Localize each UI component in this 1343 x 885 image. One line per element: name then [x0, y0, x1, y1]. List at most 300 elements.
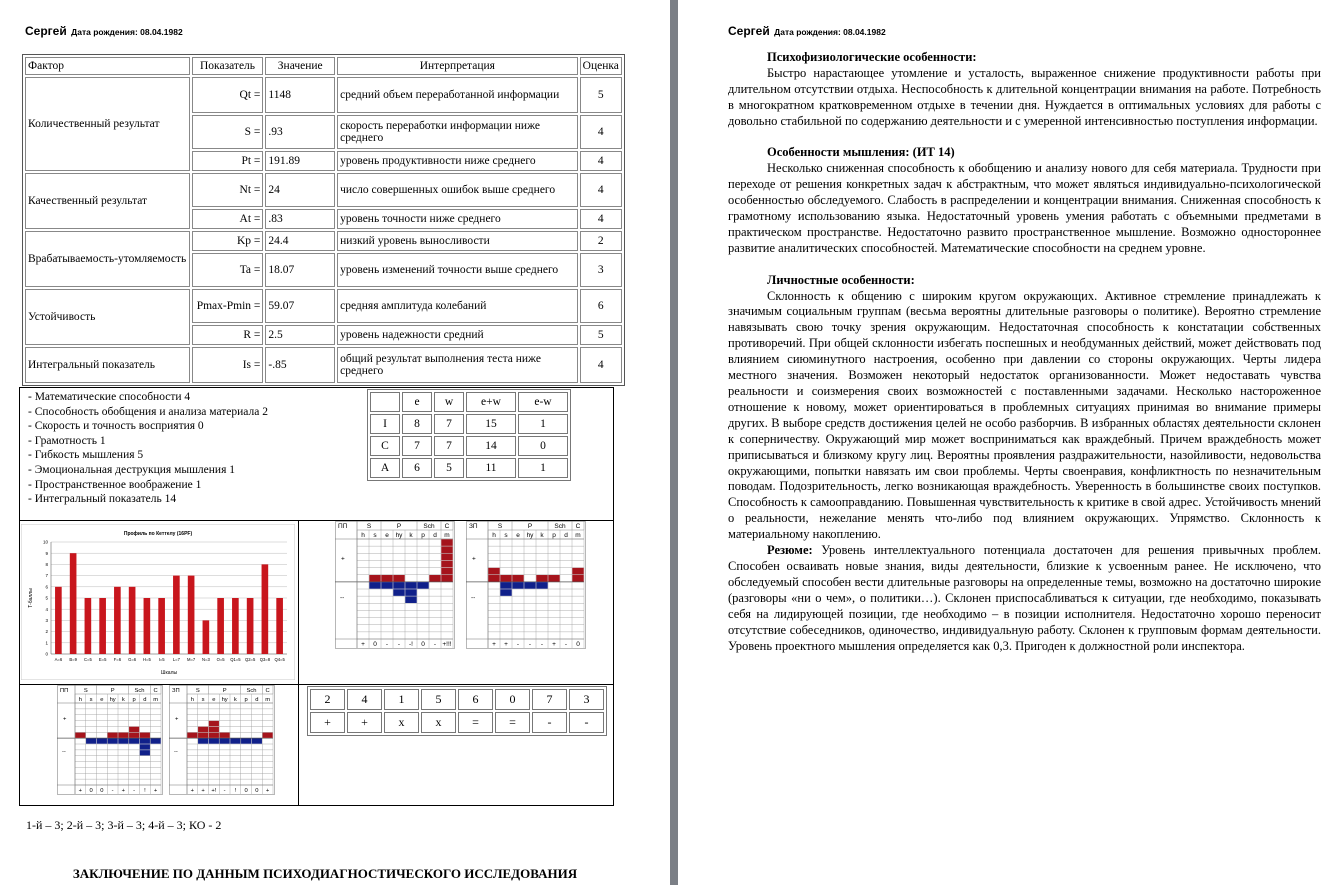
group-header: P	[396, 523, 402, 530]
report-text	[728, 50, 1321, 654]
signs-cell: 6	[458, 689, 493, 710]
signs-row	[310, 689, 604, 710]
value-cell: .93	[265, 115, 335, 149]
table-header-row	[25, 57, 622, 75]
value-cell: 18.07	[265, 253, 335, 287]
positive-cell	[441, 575, 452, 582]
interpretation-cell: уровень надежности средний	[337, 325, 577, 345]
grid-label: ПП	[60, 688, 69, 694]
ew-cell: I	[370, 414, 400, 434]
bar	[129, 587, 136, 654]
ew-cell: 8	[402, 414, 432, 434]
signs-cell: x	[421, 712, 456, 733]
col-header: d	[433, 532, 437, 539]
negative-cell	[393, 582, 404, 589]
ew-cell: 14	[466, 436, 516, 456]
score-cell: 4	[580, 115, 622, 149]
signs-cell: 3	[569, 689, 604, 710]
indicator-cell: Nt =	[192, 173, 264, 207]
x-tick-label: A=6	[54, 657, 63, 662]
page-header	[728, 22, 886, 40]
group-header: Sch	[423, 523, 435, 530]
bottom-mark: -	[528, 641, 532, 648]
score-cell: 3	[580, 253, 622, 287]
group-header: S	[83, 688, 88, 694]
bottom-mark: +	[78, 788, 83, 794]
bottom-mark: !	[234, 788, 237, 794]
negative-cell	[500, 589, 511, 596]
bottom-mark: +!	[211, 788, 217, 794]
left-page	[0, 0, 670, 885]
col-header: m	[153, 697, 159, 703]
col-header: e	[212, 697, 216, 703]
y-tick-label: 8	[45, 562, 48, 567]
x-tick-label: C=5	[83, 657, 92, 662]
interpretation-cell: средняя амплитуда колебаний	[337, 289, 577, 323]
x-tick-label: Q3=8	[259, 657, 271, 662]
positive-cell	[209, 727, 219, 732]
col-header: p	[132, 697, 136, 703]
y-tick-label: 3	[45, 618, 48, 623]
y-tick-label: 9	[45, 550, 48, 556]
plus-sign: +	[175, 716, 179, 723]
ew-cell: A	[370, 458, 400, 478]
negative-cell	[381, 582, 392, 589]
ability-item: - Пространственное воображение 1	[28, 478, 202, 491]
value-cell: 59.07	[265, 289, 335, 323]
x-axis-label: Шкалы	[160, 670, 178, 676]
bottom-mark: +	[153, 788, 158, 794]
y-axis-label: T-баллы	[28, 588, 34, 608]
col-header: d	[143, 697, 147, 703]
section-text: Склонность к общению с широким кругом окружающих. Активное стремление принадлежать к значимым социальным группам (весьма вероятны длительные разговоры о политике). Вероятно стремление навязывать свою точку зрения окружающим. Недостаточная способность к констатации собственных противоречий. При общей склонности избегать поспешных и необдуманных действий, может действовать под влиянием сиюминутного настроения, особенно при давлении со стороны окружающих. Черты лидера местного значения. Возможен некоторый недостаток организованности. Может недоставать чувства реальности и соизмерения своих возможностей с поставленными задачами. Несколько настороженное отношение к новому, может ориентироваться в проблемных ситуациях принимая во внимание примеры других. В выборе средств достижения целей не особо разборчив. В избранных областях деятельности склонен к соперничеству. Окружающий мир может восприниматься как враждебный. Причем враждебность может приписываться и близкому кругу лиц. Вероятны проявления раздражительности, назойливости, недовольства окружающими, попытки навязать им свои проблемы. Черты своенравия, конфликтность по незначительным поводам. Подозрительность, легко возникающая враждебность. Уверенность в большинстве своих поступков. Способность к самооправданию. Повышенная чувствительность к критике в свой адрес. Устойчивость мнений о реальности, нежелание менять что-либо под влиянием окружающих. Упрямство. Склонность к материальному накоплению.	[728, 288, 1321, 542]
positive-cell	[129, 733, 139, 738]
bottom-mark: -	[385, 641, 389, 648]
bottom-mark: 0	[244, 788, 248, 794]
signs-cell: 1	[384, 689, 419, 710]
x-tick-label: M=7	[186, 657, 196, 662]
score-cell: 4	[580, 209, 622, 229]
positive-cell	[108, 733, 118, 738]
col-header: Интерпретация	[337, 57, 577, 75]
table-row	[25, 347, 622, 383]
bottom-mark: 0	[89, 788, 93, 794]
negative-cell	[524, 582, 535, 589]
bar	[203, 620, 210, 654]
col-header: d	[255, 697, 259, 703]
positive-cell	[381, 575, 392, 582]
negative-cell	[151, 738, 161, 743]
negative-cell	[405, 582, 416, 589]
col-header: k	[540, 532, 544, 539]
signs-cell: =	[495, 712, 530, 733]
interpretation-cell: уровень изменений точности выше среднего	[337, 253, 577, 287]
factor-cell: Интегральный показатель	[25, 347, 190, 383]
bottom-mark: +	[504, 641, 508, 648]
ew-cell: 6	[402, 458, 432, 478]
negative-cell	[369, 582, 380, 589]
positive-cell	[488, 568, 499, 575]
bottom-mark: !	[144, 788, 146, 794]
grid-label: ЗП	[469, 523, 478, 530]
col-header: hy	[395, 532, 403, 539]
factor-cell: Врабатываемость-утомляемость	[25, 231, 190, 287]
bottom-mark: 0	[421, 641, 425, 648]
bar	[247, 598, 254, 654]
ew-cell: C	[370, 436, 400, 456]
score-cell: 4	[580, 173, 622, 207]
ew-cell: 5	[434, 458, 464, 478]
y-tick-label: 5	[45, 595, 48, 601]
signs-cell: 4	[347, 689, 382, 710]
page-header	[25, 22, 183, 40]
minus-sign: --	[62, 748, 66, 755]
positive-cell	[536, 575, 547, 582]
ew-cell: 7	[402, 436, 432, 456]
negative-cell	[230, 738, 240, 743]
bar	[188, 576, 195, 654]
positive-cell	[198, 727, 208, 732]
negative-cell	[405, 596, 416, 603]
x-tick-label: Q4=5	[274, 657, 285, 662]
positive-cell	[220, 733, 230, 738]
score-cell: 5	[580, 77, 622, 113]
col-header: h	[361, 532, 365, 539]
positive-cell	[369, 575, 380, 582]
value-cell: 2.5	[265, 325, 335, 345]
interpretation-cell: уровень продуктивности ниже среднего	[337, 151, 577, 171]
x-tick-label: L=7	[172, 657, 180, 662]
positive-cell	[129, 727, 139, 732]
x-tick-label: B=9	[69, 657, 77, 662]
summary-text: Уровень интеллектуального потенциала достаточен для решения привычных проблем. Способен осваивать новые знания, виды деятельности, близкие к усвоенным ранее. Не исключено, что обследуемый способен вести длительные разговоры на определенные темы, возможно на достаточно широкие (разговоры «ни о чем», о политики…). Склонен приспосабливаться к ситуации, где необходимо, показывать себя на лидирующей позиции, где необходимо – в позиции исполнителя. Недостаточно хорошо переносит отсутствие собеседников, одиночество, индивидуальную работу. Склонен к групповым формам деятельности. Уровень проектного мышления определяется как 0,3. Пригоден к должностной роли инспектора.	[728, 543, 1321, 653]
ew-table	[367, 389, 571, 481]
col-header: p	[421, 532, 425, 539]
test-results-grid	[19, 387, 614, 806]
positive-cell	[429, 575, 440, 582]
bottom-mark: +	[190, 788, 195, 794]
bottom-mark: +	[492, 641, 496, 648]
signs-cell: 7	[532, 689, 567, 710]
col-header: h	[78, 697, 82, 703]
profile-grid-zp-bottom	[169, 685, 275, 795]
indicator-cell: S =	[192, 115, 264, 149]
grid-label: ПП	[338, 523, 348, 530]
negative-cell	[393, 589, 404, 596]
person-name: Сергей	[25, 24, 67, 38]
bottom-mark: -	[540, 641, 544, 648]
ew-cell: 1	[518, 458, 568, 478]
col-header: e	[100, 697, 104, 703]
bottom-mark: +	[552, 641, 556, 648]
group-header: C	[444, 523, 450, 530]
col-header: m	[575, 532, 581, 539]
col-header: k	[121, 697, 125, 703]
section-text: Быстро нарастающее утомление и усталость, выраженное снижение продуктивности работы при длительном отсутствии отдыха. Неспособность к длительной концентрации внимания на работе. Потребность в многократном кратковременном отдыхе в течении дня. Нуждается в оптимальных условиях для работы с довольно стабильной по содержанию деятельности и с умеренной интенсивностью поступления информации.	[728, 65, 1321, 128]
signs-cell: x	[384, 712, 419, 733]
x-tick-label: Q2=5	[244, 657, 256, 662]
table-row	[25, 173, 622, 207]
negative-cell	[209, 738, 219, 743]
bar	[144, 598, 151, 654]
col-header: k	[409, 532, 413, 539]
positive-cell	[441, 554, 452, 561]
negative-cell	[118, 738, 128, 743]
x-tick-label: I=5	[158, 657, 165, 662]
bar	[232, 598, 239, 654]
section-title: Личностные особенности:	[767, 272, 915, 287]
bottom-mark: -	[516, 641, 520, 648]
negative-cell	[198, 738, 208, 743]
bottom-mark: -	[433, 641, 437, 648]
indicator-cell: Pt =	[192, 151, 264, 171]
col-header: h	[190, 697, 194, 703]
ability-item: - Способность обобщения и анализа материала 2	[28, 405, 268, 418]
profile-grid-pp-top	[335, 521, 455, 649]
conclusion-title: ЗАКЛЮЧЕНИЕ ПО ДАННЫМ ПСИХОДИАГНОСТИЧЕСКОГО ИССЛЕДОВАНИЯ	[72, 866, 578, 881]
factor-cell: Устойчивость	[25, 289, 190, 345]
abilities-list	[28, 390, 303, 507]
page-gutter	[670, 0, 678, 885]
ew-cell: w	[434, 392, 464, 412]
bar	[276, 598, 283, 654]
plus-sign: +	[341, 555, 345, 563]
col-header: h	[492, 532, 496, 539]
ew-cell: 7	[434, 436, 464, 456]
col-header: m	[444, 532, 450, 539]
y-tick-label: 1	[45, 640, 48, 646]
positive-cell	[198, 733, 208, 738]
bottom-mark: -	[133, 788, 136, 794]
signs-table	[307, 686, 607, 736]
bottom-mark: 0	[100, 788, 104, 794]
cattell-profile-chart	[21, 524, 295, 680]
bottom-mark: +	[265, 788, 270, 794]
negative-cell	[140, 738, 150, 743]
section-title: Особенности мышления: (ИТ 14)	[767, 145, 955, 160]
profile-grid-zp-top	[466, 521, 586, 649]
x-tick-label: N=3	[201, 657, 210, 662]
negative-cell	[97, 738, 107, 743]
col-header: hy	[526, 532, 534, 539]
bar	[114, 587, 121, 654]
ability-item: - Интегральный показатель 14	[28, 493, 177, 506]
group-header: Sch	[554, 523, 566, 530]
profile-grid-pp-bottom	[57, 685, 163, 795]
score-cell: 2	[580, 231, 622, 251]
bar	[217, 598, 224, 654]
y-tick-label: 2	[45, 629, 48, 635]
negative-cell	[108, 738, 118, 743]
factor-cell: Количественный результат	[25, 77, 190, 171]
value-cell: 191.89	[265, 151, 335, 171]
score-cell: 4	[580, 347, 622, 383]
ew-cell: 7	[434, 414, 464, 434]
value-cell: .83	[265, 209, 335, 229]
ability-item: - Гибкость мышления 5	[28, 449, 144, 462]
bar	[70, 553, 77, 654]
bar	[99, 598, 106, 654]
indicator-cell: R =	[192, 325, 264, 345]
ew-cell: e+w	[466, 392, 516, 412]
col-header: d	[564, 532, 568, 539]
negative-cell	[140, 750, 150, 755]
interpretation-cell: средний объем переработанной информации	[337, 77, 577, 113]
negative-cell	[241, 738, 251, 743]
positive-cell	[512, 575, 523, 582]
indicator-cell: Kp =	[192, 231, 264, 251]
bottom-mark: -	[223, 788, 226, 794]
grid-label: ЗП	[172, 688, 180, 694]
grid-line	[298, 520, 299, 805]
bottom-mark: 0	[255, 788, 259, 794]
bottom-mark: +	[121, 788, 126, 794]
col-header: k	[233, 697, 237, 703]
group-header: S	[366, 523, 372, 530]
chart-title: Профиль по Кеттелу (16PF)	[123, 531, 193, 537]
ew-row	[370, 392, 568, 412]
group-header: P	[222, 688, 227, 694]
score-cell: 6	[580, 289, 622, 323]
positive-cell	[118, 733, 128, 738]
plus-sign: +	[63, 716, 67, 723]
summary-paragraph	[728, 543, 1321, 654]
negative-cell	[512, 582, 523, 589]
codes-line: 1-й – 3; 2-й – 3; 3-й – 3; 4-й – 3; КО - 2	[26, 818, 222, 832]
col-header: s	[504, 532, 508, 539]
bottom-mark: +!!!	[442, 641, 452, 648]
col-header: Значение	[265, 57, 335, 75]
y-tick-label: 7	[45, 573, 48, 579]
x-tick-label: H=5	[142, 657, 151, 662]
positive-cell	[441, 539, 452, 546]
signs-cell: -	[569, 712, 604, 733]
group-header: C	[575, 523, 581, 530]
interpretation-cell: число совершенных ошибок выше среднего	[337, 173, 577, 207]
positive-cell	[441, 561, 452, 568]
ew-cell: e-w	[518, 392, 568, 412]
negative-cell	[129, 738, 139, 743]
negative-cell	[140, 744, 150, 749]
x-tick-label: Q1=5	[230, 657, 241, 662]
bar	[158, 598, 165, 654]
y-tick-label: 4	[45, 606, 48, 612]
positive-cell	[393, 575, 404, 582]
ability-item: - Эмоциональная деструкция мышления 1	[28, 463, 235, 476]
plus-sign: +	[472, 555, 476, 563]
bottom-mark: -!	[409, 641, 413, 648]
ew-row	[370, 458, 568, 478]
col-header: e	[385, 532, 389, 539]
positive-cell	[441, 568, 452, 575]
col-header: s	[201, 697, 205, 703]
positive-cell	[209, 721, 219, 726]
negative-cell	[405, 589, 416, 596]
signs-cell: =	[458, 712, 493, 733]
bar	[173, 576, 180, 654]
bottom-mark: +	[201, 788, 205, 794]
indicator-cell: Ta =	[192, 253, 264, 287]
birth-date: Дата рождения: 08.04.1982	[774, 27, 886, 37]
bottom-mark: 0	[576, 641, 580, 648]
negative-cell	[220, 738, 230, 743]
negative-cell	[536, 582, 547, 589]
positive-cell	[548, 575, 559, 582]
x-tick-label: O=5	[216, 657, 225, 662]
group-header: C	[265, 688, 270, 694]
x-tick-label: G=6	[128, 657, 137, 662]
bottom-mark: -	[564, 641, 568, 648]
group-header: S	[195, 688, 200, 694]
group-header: P	[110, 688, 115, 694]
minus-sign: --	[340, 594, 345, 602]
birth-date: Дата рождения: 08.04.1982	[71, 27, 183, 37]
col-header: p	[244, 697, 248, 703]
group-header: C	[153, 688, 158, 694]
indicator-cell: At =	[192, 209, 264, 229]
signs-cell: 5	[421, 689, 456, 710]
bottom-mark: -	[397, 641, 401, 648]
right-page	[678, 0, 1343, 885]
interpretation-cell: скорость переработки информации ниже среднего	[337, 115, 577, 149]
table-row	[25, 77, 622, 113]
signs-cell: +	[347, 712, 382, 733]
y-tick-label: 6	[45, 584, 48, 590]
signs-cell: 0	[495, 689, 530, 710]
section-title: Психофизиологические особенности:	[767, 50, 977, 64]
signs-cell: -	[532, 712, 567, 733]
ew-cell: e	[402, 392, 432, 412]
x-tick-label: F=6	[113, 657, 122, 662]
summary-label: Резюме:	[767, 543, 813, 558]
ew-row	[370, 414, 568, 434]
positive-cell	[441, 546, 452, 553]
interpretation-cell: общий результат выполнения теста ниже среднего	[337, 347, 577, 383]
signs-row	[310, 712, 604, 733]
positive-cell	[140, 733, 150, 738]
negative-cell	[86, 738, 96, 743]
positive-cell	[488, 575, 499, 582]
group-header: P	[527, 523, 533, 530]
col-header: m	[265, 697, 271, 703]
negative-cell	[417, 582, 428, 589]
indicator-cell: Pmax-Pmin =	[192, 289, 264, 323]
bottom-mark: -	[111, 788, 114, 794]
positive-cell	[572, 568, 583, 575]
negative-cell	[252, 738, 262, 743]
bottom-mark: +	[361, 641, 365, 648]
value-cell: 1148	[265, 77, 335, 113]
col-header: hy	[221, 697, 228, 703]
interpretation-cell: уровень точности ниже среднего	[337, 209, 577, 229]
positive-cell	[75, 733, 85, 738]
ew-cell: 0	[518, 436, 568, 456]
results-table	[22, 54, 625, 386]
col-header: Фактор	[25, 57, 190, 75]
signs-cell: +	[310, 712, 345, 733]
col-header: e	[516, 532, 520, 539]
table-row	[25, 289, 622, 323]
group-header: S	[497, 523, 503, 530]
value-cell: 24	[265, 173, 335, 207]
positive-cell	[500, 575, 511, 582]
ability-item: - Скорость и точность восприятия 0	[28, 420, 204, 433]
ew-cell: 1	[518, 414, 568, 434]
negative-cell	[500, 582, 511, 589]
ability-item: - Математические способности 4	[28, 391, 191, 403]
col-header: p	[552, 532, 556, 539]
ew-cell	[370, 392, 400, 412]
